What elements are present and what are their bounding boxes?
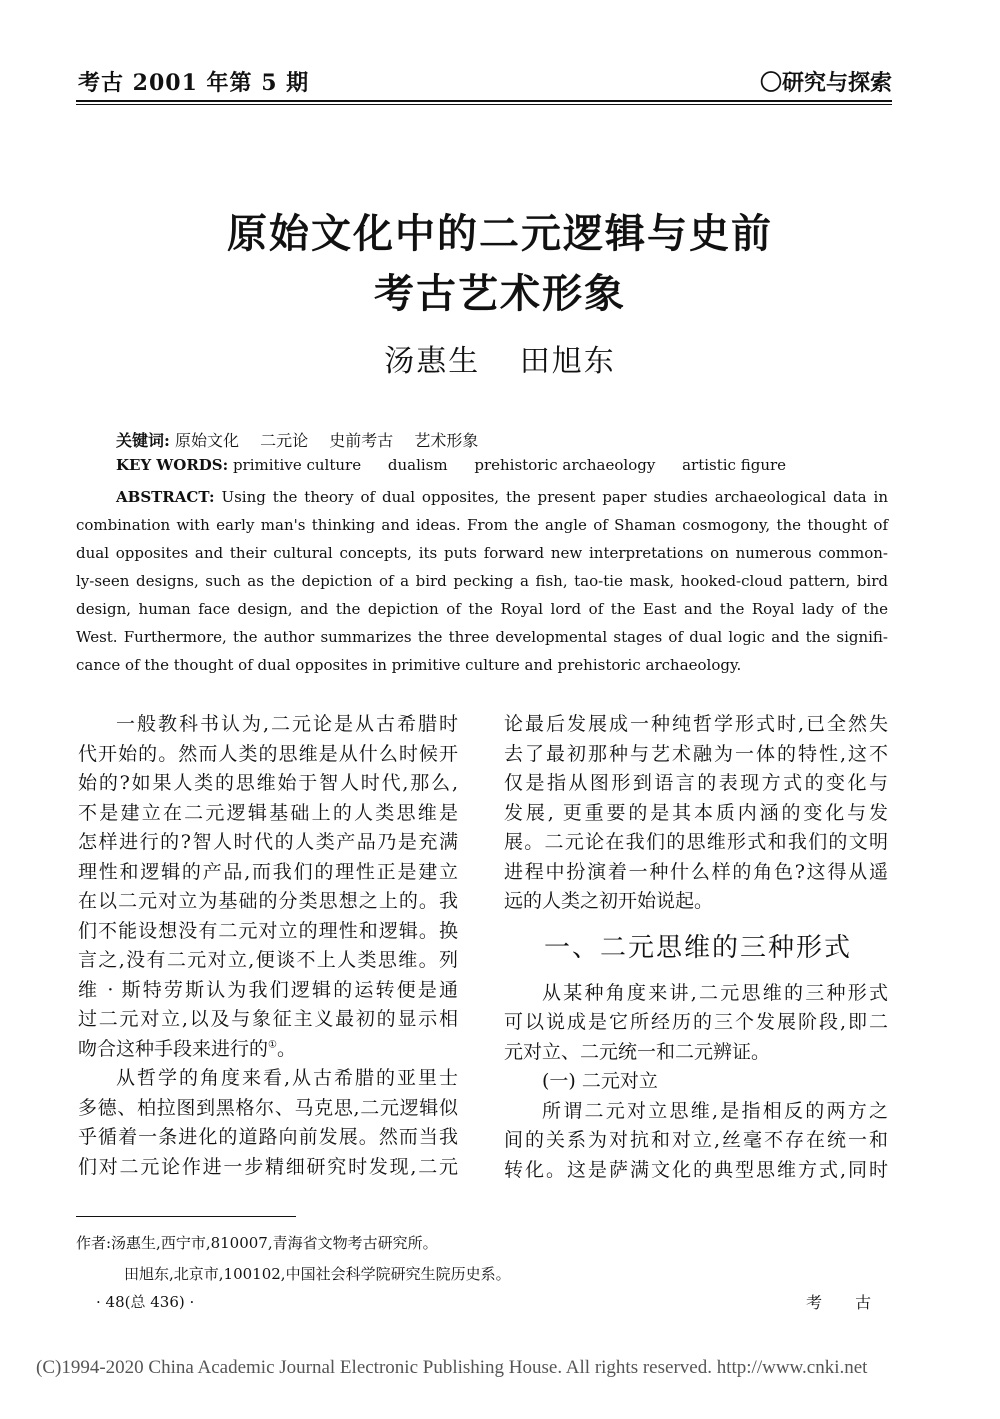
body-line: 进程中扮演着一种什么样的角色?这得从遥 <box>504 860 888 883</box>
keywords-chinese <box>116 428 494 451</box>
body-line: 始的?如果人类的思维始于智人时代,那么, <box>78 772 458 794</box>
abstract <box>76 483 888 679</box>
body-line: 发展, 更重要的是其本质内涵的变化与发 <box>504 801 888 824</box>
article-title-line2: 考古艺术形象 <box>374 270 626 317</box>
body-line: 仅是指从图形到语言的表现方式的变化与 <box>504 772 888 794</box>
body-line: 吻合这种手段来进行的①。 <box>78 1037 296 1060</box>
body-line: 维 · 斯特劳斯认为我们逻辑的运转便是通 <box>78 978 458 1001</box>
section-heading: 一、二元思维的三种形式 <box>544 932 853 963</box>
keywords-english <box>116 456 808 474</box>
body-line: 理性和逻辑的产品,而我们的理性正是建立 <box>78 860 458 883</box>
body-line: 乎循着一条进化的道路向前发展。然而当我 <box>78 1126 458 1148</box>
body-line: 在以二元对立为基础的分类思想之上的。我 <box>78 890 458 912</box>
keyword: primitive culture <box>232 456 362 474</box>
author-name: 田旭东 <box>519 344 616 379</box>
body-line: 从某种角度来讲,二元思维的三种形式 <box>542 981 888 1004</box>
article-title-line1: 原始文化中的二元逻辑与史前 <box>227 210 773 257</box>
abstract-line: dual opposites and their cultural concepts, its puts forward new interpretations on numerous common- <box>76 544 888 562</box>
page-number: · 48(总 436) · <box>96 1293 195 1311</box>
body-line: 去了最初那种与艺术融为一体的特性,这不 <box>504 742 888 765</box>
header-rule-thin <box>76 104 892 105</box>
body-line: 远的人类之初开始说起。 <box>504 890 714 912</box>
running-header-column: 〇研究与探索 <box>759 70 892 96</box>
keyword: dualism <box>387 456 448 474</box>
copyright-notice: (C)1994-2020 China Academic Journal Electronic Publishing House. All rights reserved. http://www.cnki.net <box>36 1357 868 1378</box>
footnote-author-2: 田旭东,北京市,100102,中国社会科学院研究生院历史系。 <box>124 1265 511 1283</box>
header-rule <box>76 100 892 102</box>
body-column-right <box>504 710 888 1185</box>
abstract-line: combination with early man's thinking and ideas. From the angle of Shaman cosmogony, the thought of <box>76 516 888 534</box>
body-line: 所谓二元对立思维,是指相反的两方之 <box>542 1099 888 1122</box>
body-line: 言之,没有二元对立,便谈不上人类思维。列 <box>78 949 458 971</box>
body-line: 不是建立在二元逻辑基础上的人类思维是 <box>78 801 458 824</box>
body-line: 们对二元论作进一步精细研究时发现,二元 <box>78 1155 458 1178</box>
journal-name-footer: 考 古 <box>806 1293 886 1312</box>
abstract-line: cance of the thought of dual opposites in primitive culture and prehistoric archaeology. <box>76 656 742 674</box>
abstract-line: West. Furthermore, the author summarizes the three developmental stages of dual logic and the signifi- <box>76 628 888 646</box>
body-line: 元对立、二元统一和二元辨证。 <box>504 1040 771 1063</box>
keywords-label: 关键词: <box>116 431 170 450</box>
footnote-marker: ① <box>268 1039 277 1051</box>
author-name: 汤惠生 <box>384 344 481 379</box>
abstract-line: ly-seen designs, such as the depiction of a bird pecking a fish, tao-tie mask, hooked-cloud pattern, bird <box>76 572 888 590</box>
body-line: 展。二元论在我们的思维形式和我们的文明 <box>504 831 888 853</box>
body-line: 过二元对立,以及与象征主义最初的显示相 <box>78 1008 458 1030</box>
keyword: 史前考古 <box>329 431 394 450</box>
body-line: 怎样进行的?智人时代的人类产品乃是充满 <box>78 831 458 853</box>
body-line: 论最后发展成一种纯哲学形式时,已全然失 <box>504 713 888 735</box>
keyword: prehistoric archaeology <box>474 456 656 474</box>
footnote-rule <box>76 1216 296 1217</box>
abstract-label: ABSTRACT: <box>116 488 215 506</box>
body-line: 们不能设想没有二元对立的理性和逻辑。换 <box>78 919 458 942</box>
author-list <box>0 336 1000 380</box>
footnote-author-1: 作者:汤惠生,西宁市,810007,青海省文物考古研究所。 <box>76 1234 438 1252</box>
body-line: 代开始的。然而人类的思维是从什么时候开 <box>78 742 458 765</box>
subsection-heading: (一) 二元对立 <box>542 1070 658 1092</box>
keyword: 二元论 <box>260 431 309 450</box>
body-column-left <box>78 710 458 1182</box>
keywords-label: KEY WORDS: <box>116 456 229 474</box>
body-line: 可以说成是它所经历的三个发展阶段,即二 <box>504 1011 888 1033</box>
body-line: 一般教科书认为,二元论是从古希腊时 <box>116 713 458 735</box>
abstract-line: ABSTRACT: Using the theory of dual opposites, the present paper studies archaeological data in <box>116 488 888 506</box>
body-line: 转化。这是萨满文化的典型思维方式,同时 <box>504 1158 888 1181</box>
body-line: 从哲学的角度来看,从古希腊的亚里士 <box>116 1067 458 1089</box>
keyword: artistic figure <box>682 456 787 474</box>
running-header-issue: 考古 2001 年第 5 期 <box>78 70 310 96</box>
body-line: 多德、柏拉图到黑格尔、马克思,二元逻辑似 <box>78 1096 458 1119</box>
keyword: 原始文化 <box>175 431 240 450</box>
keyword: 艺术形象 <box>414 431 479 450</box>
body-line: 间的关系为对抗和对立,丝毫不存在统一和 <box>504 1129 888 1151</box>
abstract-line: design, human face design, and the depiction of the Royal lord of the East and the Royal lady of the <box>76 600 888 618</box>
